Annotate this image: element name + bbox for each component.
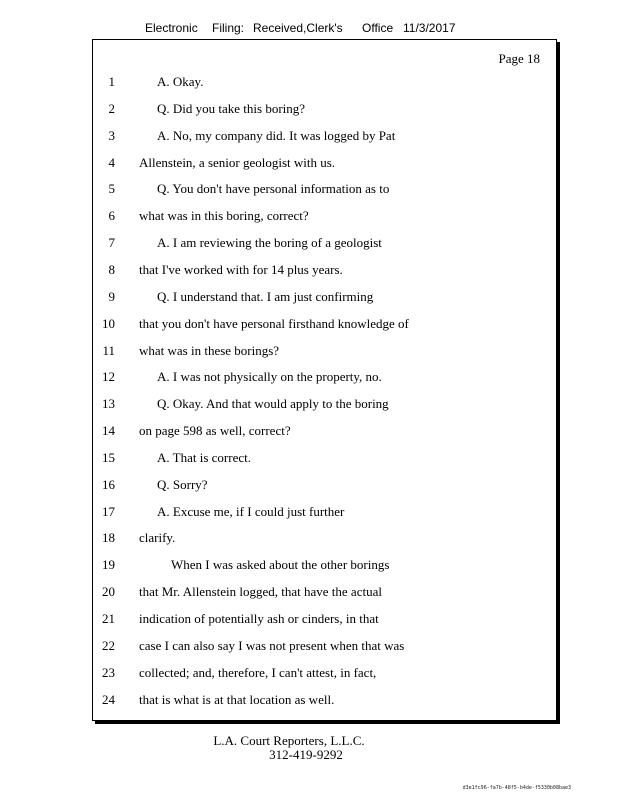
transcript-line xyxy=(93,530,553,548)
transcript-line xyxy=(93,343,553,361)
line-number: 24 xyxy=(102,691,115,707)
line-number: 6 xyxy=(108,208,115,224)
line-number: 2 xyxy=(108,100,115,116)
line-number: 8 xyxy=(108,261,115,277)
line-text: what was in these borings? xyxy=(139,342,280,358)
line-number: 23 xyxy=(102,664,115,680)
transcript-line xyxy=(93,638,553,656)
line-text: clarify. xyxy=(139,530,176,546)
line-text: on page 598 as well, correct? xyxy=(139,423,291,439)
transcript-line xyxy=(93,504,553,522)
filing-header-electronic: Electronic xyxy=(145,21,198,35)
line-number: 9 xyxy=(108,288,115,304)
line-number: 13 xyxy=(102,396,115,412)
line-number: 12 xyxy=(102,369,115,385)
line-text: that you don't have personal firsthand knowledge of xyxy=(139,315,409,331)
line-text: that Mr. Allenstein logged, that have the actual xyxy=(139,584,382,600)
transcript-line xyxy=(93,584,553,602)
line-number: 14 xyxy=(102,423,115,439)
line-text: Q. I understand that. I am just confirming xyxy=(157,288,374,304)
transcript-line xyxy=(93,181,553,199)
transcript-line xyxy=(93,74,553,92)
document-hash: d3e1fc96-fa7b-48f5-b4de-f5330b08bae3 xyxy=(462,785,571,791)
line-text: Allenstein, a senior geologist with us. xyxy=(139,154,336,170)
line-text: indication of potentially ash or cinders, in that xyxy=(139,611,379,626)
line-number: 20 xyxy=(102,584,115,600)
transcript-line xyxy=(93,235,553,253)
footer-company: L.A. Court Reporters, L.L.C. xyxy=(213,733,365,748)
transcript-line xyxy=(93,128,553,146)
line-text: When I was asked about the other borings xyxy=(171,557,390,573)
transcript-line xyxy=(93,289,553,307)
line-number: 5 xyxy=(108,181,115,197)
filing-header-filing: Filing: xyxy=(212,21,245,35)
line-text: A. Okay. xyxy=(157,74,204,89)
transcript-line xyxy=(93,155,553,173)
line-number: 15 xyxy=(102,449,115,465)
line-text: that is what is at that location as well. xyxy=(139,691,335,707)
line-number: 4 xyxy=(108,154,115,170)
line-text: collected; and, therefore, I can't attest, in fact, xyxy=(139,664,377,680)
line-number: 3 xyxy=(108,127,115,143)
line-number: 7 xyxy=(108,235,115,251)
transcript-line xyxy=(93,611,553,629)
transcript-line xyxy=(93,101,553,119)
transcript-line xyxy=(93,369,553,387)
line-number: 18 xyxy=(102,530,115,546)
transcript-line xyxy=(93,450,553,468)
line-number: 21 xyxy=(102,611,115,626)
line-number: 19 xyxy=(102,557,115,573)
line-text: A. I was not physically on the property, no. xyxy=(157,369,382,385)
line-text: what was in this boring, correct? xyxy=(139,208,309,224)
line-text: A. That is correct. xyxy=(157,449,251,465)
transcript-line xyxy=(93,692,553,710)
transcript-line xyxy=(93,477,553,495)
line-text: Q. You don't have personal information as to xyxy=(157,181,390,197)
filing-header-received-clerks: Received,Clerk's xyxy=(253,21,343,35)
filing-header xyxy=(0,21,618,37)
line-text: case I can also say I was not present when that was xyxy=(139,637,405,653)
transcript-line xyxy=(93,423,553,441)
line-text: A. I am reviewing the boring of a geologist xyxy=(157,235,382,251)
footer-phone: 312-419-9292 xyxy=(269,747,343,762)
transcript-line xyxy=(93,396,553,414)
line-number: 1 xyxy=(108,74,115,89)
page-number: Page 18 xyxy=(498,51,540,66)
transcript-line xyxy=(93,262,553,280)
transcript-line xyxy=(93,665,553,683)
line-text: A. No, my company did. It was logged by Pat xyxy=(157,127,396,143)
line-number: 22 xyxy=(102,637,115,653)
transcript-line xyxy=(93,208,553,226)
line-number: 17 xyxy=(102,503,115,519)
line-text: Q. Okay. And that would apply to the boring xyxy=(157,396,389,412)
transcript-page xyxy=(92,39,557,721)
transcript-line xyxy=(93,316,553,334)
filing-header-date: 11/3/2017 xyxy=(403,21,456,35)
line-text: Q. Sorry? xyxy=(157,476,208,492)
filing-header-office: Office xyxy=(362,21,394,35)
line-number: 10 xyxy=(102,315,115,331)
line-text: A. Excuse me, if I could just further xyxy=(157,503,345,519)
transcript-line xyxy=(93,557,553,575)
line-text: that I've worked with for 14 plus years. xyxy=(139,261,343,277)
line-number: 11 xyxy=(102,342,115,358)
line-number: 16 xyxy=(102,476,115,492)
line-text: Q. Did you take this boring? xyxy=(157,100,306,116)
